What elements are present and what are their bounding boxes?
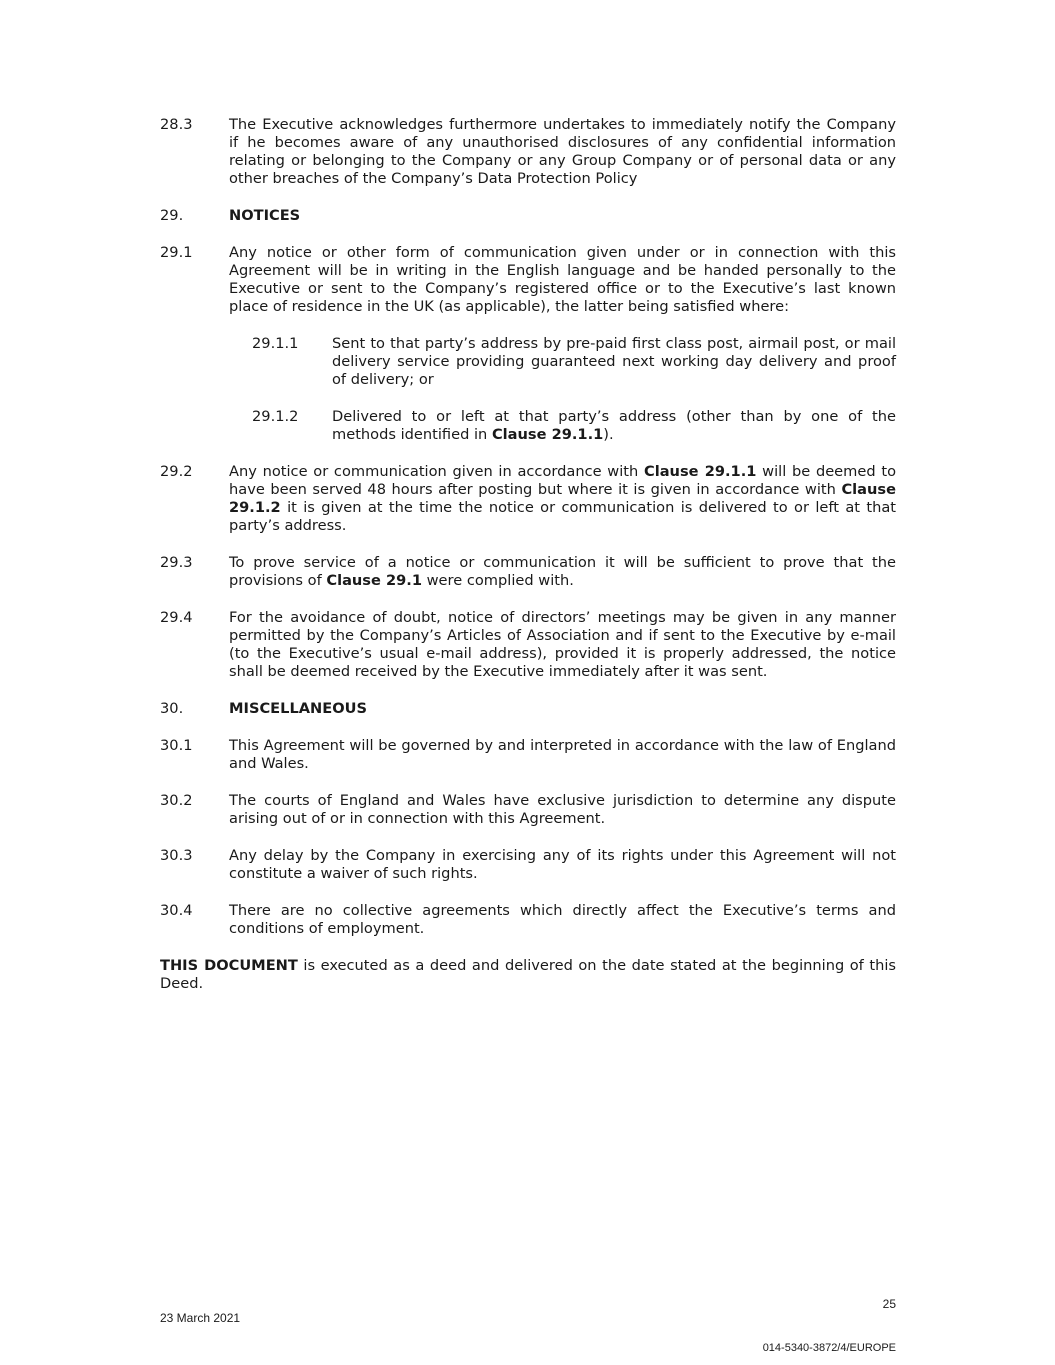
clause-text: The courts of England and Wales have exclusive jurisdiction to determine any dispute arising out of or in connection with this Agreement. [229,792,896,827]
clause-text: There are no collective agreements which directly affect the Executive’s terms and conditions of employment. [229,902,896,937]
clause-29-4 [160,609,896,681]
clause-number: 29.3 [160,554,193,571]
clause-number: 29.1 [160,244,193,261]
clause-text: Any delay by the Company in exercising any of its rights under this Agreement will not constitute a waiver of such rights. [229,847,896,882]
clause-29-2 [160,463,896,535]
clause-text: To prove service of a notice or communication it will be sufficient to prove that the provisions of Clause 29.1 were complied with. [229,554,896,589]
clause-reference: Clause 29.1.1 [644,463,757,480]
clause-number: 29.4 [160,609,193,626]
heading-29 [160,207,896,225]
clause-number: 30.4 [160,902,193,919]
clause-reference: Clause 29.1.2 [229,481,896,516]
clause-text: Sent to that party’s address by pre-paid first class post, airmail post, or mail delivery service providing guaranteed next working day delivery and proof of delivery; or [332,335,896,388]
clause-text: This Agreement will be governed by and interpreted in accordance with the law of England and Wales. [229,737,896,772]
clause-number: 30.3 [160,847,193,864]
document-body [160,116,896,993]
clause-29-1 [160,244,896,316]
clause-number: 28.3 [160,116,193,133]
execution-statement-lead: THIS DOCUMENT [160,957,298,974]
clause-reference: Clause 29.1 [326,572,422,589]
clause-text: Any notice or other form of communication given under or in connection with this Agreement will be in writing in the English language and be handed personally to the Executive or sent to the Company’s registered office or to the Executive’s last known place of residence in the UK (as applicable), the latter being satisfied where: [229,244,896,315]
clause-30-4 [160,902,896,938]
clause-number: 30.2 [160,792,193,809]
clause-30-1 [160,737,896,773]
footer-date: 23 March 2021 [160,1311,241,1325]
clause-29-1-1 [252,335,896,389]
clause-number: 30.1 [160,737,193,754]
clause-text: For the avoidance of doubt, notice of directors’ meetings may be given in any manner permitted by the Company’s Articles of Association and if sent to the Executive by e-mail (to the Executive’s usual e-mail address), provided it is properly addressed, the notice shall be deemed received by the Executive immediately after it was sent. [229,609,896,680]
clause-29-1-2 [252,408,896,444]
clause-number: 29.1.1 [252,335,299,352]
heading-title: NOTICES [229,207,301,224]
heading-number: 30. [160,700,184,717]
clause-30-3 [160,847,896,883]
execution-statement: THIS DOCUMENT is executed as a deed and delivered on the date stated at the beginning of this Deed. [160,957,897,992]
clause-29-3 [160,554,896,590]
clause-text: Delivered to or left at that party’s address (other than by one of the methods identified in Clause 29.1.1). [332,408,896,443]
clause-reference: Clause 29.1.1 [491,426,604,443]
clause-number: 29.1.2 [252,408,299,425]
clause-number: 29.2 [160,463,193,480]
heading-title: MISCELLANEOUS [229,700,367,717]
clause-28-3 [160,116,896,188]
clause-30-2 [160,792,896,828]
clause-text: The Executive acknowledges furthermore undertakes to immediately notify the Company if he becomes aware of any unauthorised disclosures of any confidential information relating or belonging to the Company or any Group Company or of personal data or any other breaches of the Company’s Data Protection Policy [229,116,896,187]
page-number: 25 [882,1297,896,1311]
heading-30 [160,700,896,718]
document-reference: 014-5340-3872/4/EUROPE [762,1342,896,1354]
clause-text: Any notice or communication given in accordance with Clause 29.1.1 will be deemed to have been served 48 hours after posting but where it is given in accordance with Clause 29.1.2 it is given at the time the notice or communication is delivered to or left at that party’s address. [229,463,897,534]
heading-number: 29. [160,207,184,224]
